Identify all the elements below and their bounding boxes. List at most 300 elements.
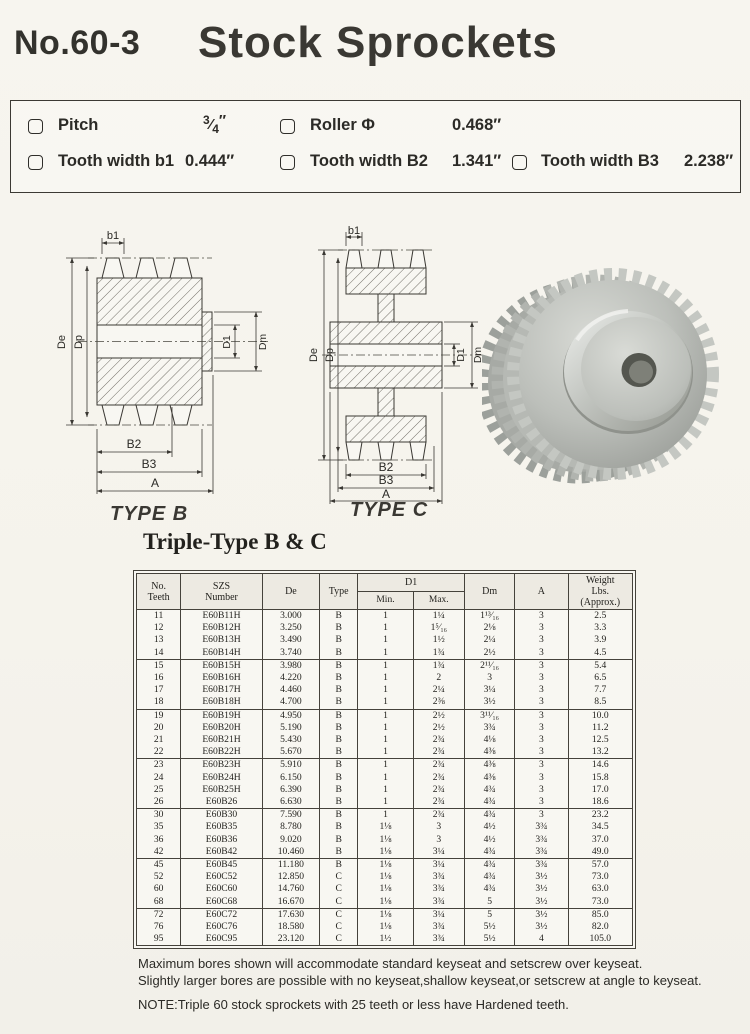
type-b-caption: TYPE B [110, 503, 189, 525]
cell-de: 12.850 [262, 871, 319, 883]
cell-weight: 37.0 [568, 834, 632, 846]
spec-b1-label: Tooth width b1 [58, 152, 175, 170]
cell-a: 3½ [515, 921, 568, 933]
checkbox-icon [28, 119, 43, 137]
cell-d1-max: 2 [413, 672, 464, 684]
cell-d1-min: 1 [358, 672, 413, 684]
col-header-de: De [262, 574, 319, 610]
cell-type: B [320, 684, 358, 696]
cell-weight: 5.4 [568, 659, 632, 672]
cell-szs-number: E60B19H [181, 709, 262, 722]
cell-szs-number: E60B20H [181, 722, 262, 734]
cell-de: 17.630 [262, 908, 319, 921]
cell-d1-max: 3 [413, 834, 464, 846]
cell-teeth: 52 [137, 871, 181, 883]
cell-d1-max: 3¾ [413, 871, 464, 883]
cell-type: B [320, 796, 358, 809]
cell-d1-min: 1 [358, 684, 413, 696]
cell-weight: 73.0 [568, 896, 632, 909]
cell-d1-max: 2¾ [413, 746, 464, 759]
table-row [137, 734, 633, 746]
cell-teeth: 25 [137, 784, 181, 796]
cell-de: 4.220 [262, 672, 319, 684]
cell-type: B [320, 647, 358, 660]
cell-a: 3 [515, 809, 568, 822]
cell-weight: 2.5 [568, 610, 632, 623]
cell-type: C [320, 908, 358, 921]
spec-B2-value: 1.341″ [452, 152, 502, 170]
cell-dm: 4⅜ [464, 759, 514, 772]
cell-dm: 4⅛ [464, 734, 514, 746]
cell-d1-max: 3¼ [413, 846, 464, 859]
cell-dm: 1¹³⁄₁₆ [464, 610, 514, 623]
cell-a: 3½ [515, 896, 568, 909]
checkbox-icon [280, 119, 295, 137]
cell-de: 6.630 [262, 796, 319, 809]
cell-dm: 3¼ [464, 684, 514, 696]
col-header-a: A [515, 574, 568, 610]
spec-box [10, 100, 741, 193]
cell-dm: 5 [464, 908, 514, 921]
cell-d1-min: 1 [358, 634, 413, 646]
cell-weight: 4.5 [568, 647, 632, 660]
cell-weight: 34.5 [568, 821, 632, 833]
cell-dm: 2⅛ [464, 622, 514, 634]
cell-de: 8.780 [262, 821, 319, 833]
cell-dm: 4¾ [464, 846, 514, 859]
cell-type: B [320, 846, 358, 859]
cell-a: 3 [515, 684, 568, 696]
table-row [137, 722, 633, 734]
cell-a: 3 [515, 672, 568, 684]
cell-a: 3 [515, 696, 568, 709]
cell-teeth: 68 [137, 896, 181, 909]
cell-szs-number: E60B25H [181, 784, 262, 796]
cell-szs-number: E60B36 [181, 834, 262, 846]
note-hardened-teeth: NOTE:Triple 60 stock sprockets with 25 teeth or less have Hardened teeth. [138, 997, 569, 1012]
table-row [137, 759, 633, 772]
cell-teeth: 42 [137, 846, 181, 859]
cell-type: B [320, 784, 358, 796]
dim-b3-label: B3 [378, 473, 394, 487]
col-header-type: Type [320, 574, 358, 610]
table-row [137, 809, 633, 822]
cell-de: 5.430 [262, 734, 319, 746]
cell-teeth: 19 [137, 709, 181, 722]
cell-a: 3 [515, 634, 568, 646]
dim-dp-label: Dp [73, 334, 85, 350]
cell-teeth: 17 [137, 684, 181, 696]
cell-weight: 18.6 [568, 796, 632, 809]
table-row [137, 622, 633, 634]
cell-szs-number: E60B14H [181, 647, 262, 660]
cell-d1-min: 1⅛ [358, 846, 413, 859]
sprocket-table-wrap [133, 570, 636, 949]
cell-a: 3½ [515, 883, 568, 895]
spec-B3-label: Tooth width B3 [541, 152, 659, 170]
cell-d1-max: 3 [413, 821, 464, 833]
cell-d1-max: 2¼ [413, 684, 464, 696]
cell-weight: 8.5 [568, 696, 632, 709]
table-row [137, 883, 633, 895]
col-header-weight: Weight Lbs. (Approx.) [568, 574, 632, 610]
cell-d1-min: 1 [358, 809, 413, 822]
cell-szs-number: E60B21H [181, 734, 262, 746]
cell-d1-max: 2½ [413, 709, 464, 722]
cell-type: B [320, 672, 358, 684]
cell-a: 3½ [515, 871, 568, 883]
cell-type: B [320, 634, 358, 646]
cell-de: 6.390 [262, 784, 319, 796]
cell-dm: 4½ [464, 821, 514, 833]
table-row [137, 647, 633, 660]
cell-weight: 7.7 [568, 684, 632, 696]
cell-de: 3.250 [262, 622, 319, 634]
cell-dm: 5 [464, 896, 514, 909]
cell-dm: 4¾ [464, 883, 514, 895]
spec-B3-value: 2.238″ [684, 152, 734, 170]
cell-szs-number: E60B18H [181, 696, 262, 709]
cell-d1-min: 1⅛ [358, 908, 413, 921]
cell-weight: 49.0 [568, 846, 632, 859]
spec-b1-value: 0.444″ [185, 152, 235, 170]
table-row [137, 896, 633, 909]
cell-type: B [320, 696, 358, 709]
dim-d1-label: D1 [455, 348, 467, 362]
cell-de: 5.670 [262, 746, 319, 759]
cell-d1-min: 1⅛ [358, 871, 413, 883]
cell-d1-min: 1⅛ [358, 921, 413, 933]
cell-d1-min: 1 [358, 784, 413, 796]
sprocket-table [136, 573, 633, 946]
cell-szs-number: E60B26 [181, 796, 262, 809]
cell-szs-number: E60C60 [181, 883, 262, 895]
cell-a: 3 [515, 709, 568, 722]
cell-type: C [320, 896, 358, 909]
cell-szs-number: E60C52 [181, 871, 262, 883]
cell-d1-min: 1 [358, 796, 413, 809]
table-body [137, 610, 633, 946]
cell-type: B [320, 809, 358, 822]
type-c-diagram [288, 226, 484, 504]
cell-d1-max: 2½ [413, 722, 464, 734]
cell-dm: 3¾ [464, 722, 514, 734]
type-b-diagram [32, 230, 272, 500]
cell-teeth: 14 [137, 647, 181, 660]
cell-a: 3 [515, 647, 568, 660]
cell-weight: 3.3 [568, 622, 632, 634]
cell-d1-max: 2¾ [413, 734, 464, 746]
cell-d1-max: 1¾ [413, 647, 464, 660]
cell-teeth: 18 [137, 696, 181, 709]
dim-b2-label: B2 [126, 437, 142, 451]
cell-d1-min: 1⅛ [358, 834, 413, 846]
cell-a: 3 [515, 746, 568, 759]
cell-de: 4.950 [262, 709, 319, 722]
cell-dm: 4½ [464, 834, 514, 846]
dim-d1-label: D1 [221, 335, 233, 349]
spec-roller-value: 0.468″ [452, 116, 502, 134]
cell-dm: 2½ [464, 647, 514, 660]
cell-dm: 4¾ [464, 809, 514, 822]
cell-dm: 2¹¹⁄₁₆ [464, 659, 514, 672]
dim-dm-label: Dm [472, 346, 484, 364]
col-header-teeth: No. Teeth [137, 574, 181, 610]
cell-a: 3 [515, 759, 568, 772]
cell-d1-max: 2¾ [413, 809, 464, 822]
cell-a: 3 [515, 622, 568, 634]
table-row [137, 933, 633, 946]
cell-szs-number: E60B45 [181, 859, 262, 872]
cell-type: B [320, 622, 358, 634]
cell-weight: 57.0 [568, 859, 632, 872]
cell-weight: 3.9 [568, 634, 632, 646]
cell-teeth: 35 [137, 821, 181, 833]
dim-de-label: De [308, 347, 320, 363]
cell-szs-number: E60B16H [181, 672, 262, 684]
cell-de: 5.910 [262, 759, 319, 772]
checkbox-icon [280, 155, 295, 173]
cell-teeth: 23 [137, 759, 181, 772]
cell-weight: 23.2 [568, 809, 632, 822]
cell-szs-number: E60B22H [181, 746, 262, 759]
cell-type: B [320, 834, 358, 846]
note-line-2: Slightly larger bores are possible with no keyseat,shallow keyseat,or setscrew at angle to keyseat. [138, 972, 702, 988]
cell-weight: 17.0 [568, 784, 632, 796]
spec-B2-label: Tooth width B2 [310, 152, 428, 170]
table-row [137, 659, 633, 672]
cell-type: B [320, 722, 358, 734]
doc-number: No.60-3 [14, 24, 141, 62]
cell-d1-max: 3¾ [413, 921, 464, 933]
cell-type: B [320, 734, 358, 746]
cell-teeth: 26 [137, 796, 181, 809]
notes [138, 956, 702, 989]
cell-de: 5.190 [262, 722, 319, 734]
cell-d1-min: 1 [358, 709, 413, 722]
table-title: Triple-Type B & C [143, 529, 327, 554]
col-header-dm: Dm [464, 574, 514, 610]
sprocket-photo [482, 230, 746, 522]
table-row [137, 796, 633, 809]
cell-d1-min: 1⅛ [358, 859, 413, 872]
cell-teeth: 11 [137, 610, 181, 623]
cell-teeth: 36 [137, 834, 181, 846]
cell-szs-number: E60C76 [181, 921, 262, 933]
cell-d1-min: 1 [358, 659, 413, 672]
cell-de: 3.980 [262, 659, 319, 672]
cell-teeth: 22 [137, 746, 181, 759]
cell-d1-max: 3¾ [413, 933, 464, 946]
cell-weight: 10.0 [568, 709, 632, 722]
dim-de-label: De [56, 334, 68, 350]
col-header-d1-min: Min. [358, 592, 413, 610]
cell-type: B [320, 709, 358, 722]
cell-d1-max: 3¾ [413, 896, 464, 909]
cell-szs-number: E60B24H [181, 772, 262, 784]
dim-a-label: A [150, 476, 160, 490]
cell-d1-max: 1½ [413, 634, 464, 646]
cell-type: C [320, 933, 358, 946]
cell-szs-number: E60B30 [181, 809, 262, 822]
cell-a: 3 [515, 772, 568, 784]
cell-weight: 82.0 [568, 921, 632, 933]
cell-d1-min: 1 [358, 722, 413, 734]
cell-d1-max: 3¼ [413, 859, 464, 872]
cell-de: 23.120 [262, 933, 319, 946]
cell-d1-max: 2¾ [413, 796, 464, 809]
cell-d1-min: 1 [358, 746, 413, 759]
table-row [137, 859, 633, 872]
cell-szs-number: E60C95 [181, 933, 262, 946]
cell-dm: 3½ [464, 696, 514, 709]
cell-weight: 15.8 [568, 772, 632, 784]
cell-de: 4.460 [262, 684, 319, 696]
cell-dm: 4¾ [464, 859, 514, 872]
cell-de: 7.590 [262, 809, 319, 822]
note-line-1: Maximum bores shown will accommodate standard keyseat and setscrew over keyseat. [138, 956, 643, 971]
dim-b1-label: b1 [106, 230, 120, 242]
table-row [137, 921, 633, 933]
cell-dm: 4¾ [464, 784, 514, 796]
col-header-szs: SZS Number [181, 574, 262, 610]
table-row [137, 772, 633, 784]
dim-a-label: A [381, 487, 391, 501]
cell-d1-min: 1⅛ [358, 883, 413, 895]
checkbox-icon [28, 155, 43, 173]
cell-dm: 4¾ [464, 871, 514, 883]
cell-type: B [320, 859, 358, 872]
cell-dm: 4⅜ [464, 772, 514, 784]
dim-dp-label: Dp [324, 347, 336, 363]
cell-szs-number: E60B11H [181, 610, 262, 623]
cell-teeth: 60 [137, 883, 181, 895]
type-c-caption: TYPE C [350, 499, 429, 521]
cell-d1-min: 1⅛ [358, 896, 413, 909]
checkbox-icon [512, 155, 527, 173]
cell-de: 3.740 [262, 647, 319, 660]
cell-d1-min: 1 [358, 772, 413, 784]
cell-dm: 3 [464, 672, 514, 684]
cell-d1-min: 1½ [358, 933, 413, 946]
cell-de: 3.000 [262, 610, 319, 623]
dim-b3-label: B3 [141, 457, 157, 471]
cell-d1-min: 1 [358, 759, 413, 772]
cell-de: 11.180 [262, 859, 319, 872]
col-header-d1: D1 [358, 574, 465, 592]
cell-dm: 3¹¹⁄₁₆ [464, 709, 514, 722]
cell-de: 16.670 [262, 896, 319, 909]
table-row [137, 746, 633, 759]
cell-type: C [320, 921, 358, 933]
cell-a: 3 [515, 784, 568, 796]
cell-weight: 63.0 [568, 883, 632, 895]
cell-d1-min: 1 [358, 622, 413, 634]
cell-type: B [320, 610, 358, 623]
table-row [137, 784, 633, 796]
cell-a: 3¾ [515, 859, 568, 872]
cell-d1-max: 2¾ [413, 759, 464, 772]
cell-szs-number: E60B13H [181, 634, 262, 646]
cell-type: B [320, 821, 358, 833]
cell-d1-min: 1⅛ [358, 821, 413, 833]
cell-szs-number: E60B42 [181, 846, 262, 859]
cell-weight: 12.5 [568, 734, 632, 746]
cell-d1-max: 2⅜ [413, 696, 464, 709]
cell-teeth: 95 [137, 933, 181, 946]
cell-weight: 11.2 [568, 722, 632, 734]
table-row [137, 834, 633, 846]
cell-teeth: 13 [137, 634, 181, 646]
bore-hole [622, 353, 657, 387]
cell-type: C [320, 883, 358, 895]
cell-teeth: 20 [137, 722, 181, 734]
cell-d1-min: 1 [358, 610, 413, 623]
cell-szs-number: E60B23H [181, 759, 262, 772]
cell-dm: 4⅜ [464, 746, 514, 759]
cell-d1-min: 1 [358, 647, 413, 660]
spec-roller-label: Roller Φ [310, 116, 375, 134]
cell-dm: 5½ [464, 933, 514, 946]
dim-b1-label: b1 [347, 226, 361, 237]
cell-d1-max: 1¼ [413, 610, 464, 623]
cell-teeth: 16 [137, 672, 181, 684]
table-row [137, 846, 633, 859]
cell-teeth: 72 [137, 908, 181, 921]
cell-teeth: 15 [137, 659, 181, 672]
cell-teeth: 24 [137, 772, 181, 784]
cell-szs-number: E60C72 [181, 908, 262, 921]
cell-weight: 73.0 [568, 871, 632, 883]
cell-d1-min: 1 [358, 734, 413, 746]
table-row [137, 696, 633, 709]
cell-weight: 6.5 [568, 672, 632, 684]
cell-szs-number: E60B17H [181, 684, 262, 696]
cell-type: B [320, 659, 358, 672]
cell-d1-max: 2¾ [413, 772, 464, 784]
cell-d1-min: 1 [358, 696, 413, 709]
cell-de: 4.700 [262, 696, 319, 709]
cell-a: 3 [515, 659, 568, 672]
page-title: Stock Sprockets [198, 18, 558, 67]
cell-szs-number: E60B15H [181, 659, 262, 672]
table-row [137, 672, 633, 684]
cell-teeth: 30 [137, 809, 181, 822]
cell-de: 14.760 [262, 883, 319, 895]
cell-teeth: 45 [137, 859, 181, 872]
cell-szs-number: E60B12H [181, 622, 262, 634]
cell-a: 3 [515, 610, 568, 623]
table-row [137, 908, 633, 921]
cell-a: 3¾ [515, 846, 568, 859]
cell-teeth: 21 [137, 734, 181, 746]
table-row [137, 821, 633, 833]
cell-type: B [320, 759, 358, 772]
cell-de: 18.580 [262, 921, 319, 933]
cell-a: 3¾ [515, 821, 568, 833]
cell-type: B [320, 746, 358, 759]
table-row [137, 871, 633, 883]
cell-szs-number: E60C68 [181, 896, 262, 909]
cell-weight: 14.6 [568, 759, 632, 772]
table-row [137, 684, 633, 696]
cell-a: 3½ [515, 908, 568, 921]
cell-weight: 13.2 [568, 746, 632, 759]
cell-a: 3 [515, 734, 568, 746]
cell-teeth: 12 [137, 622, 181, 634]
cell-de: 9.020 [262, 834, 319, 846]
cell-d1-max: 3¾ [413, 883, 464, 895]
